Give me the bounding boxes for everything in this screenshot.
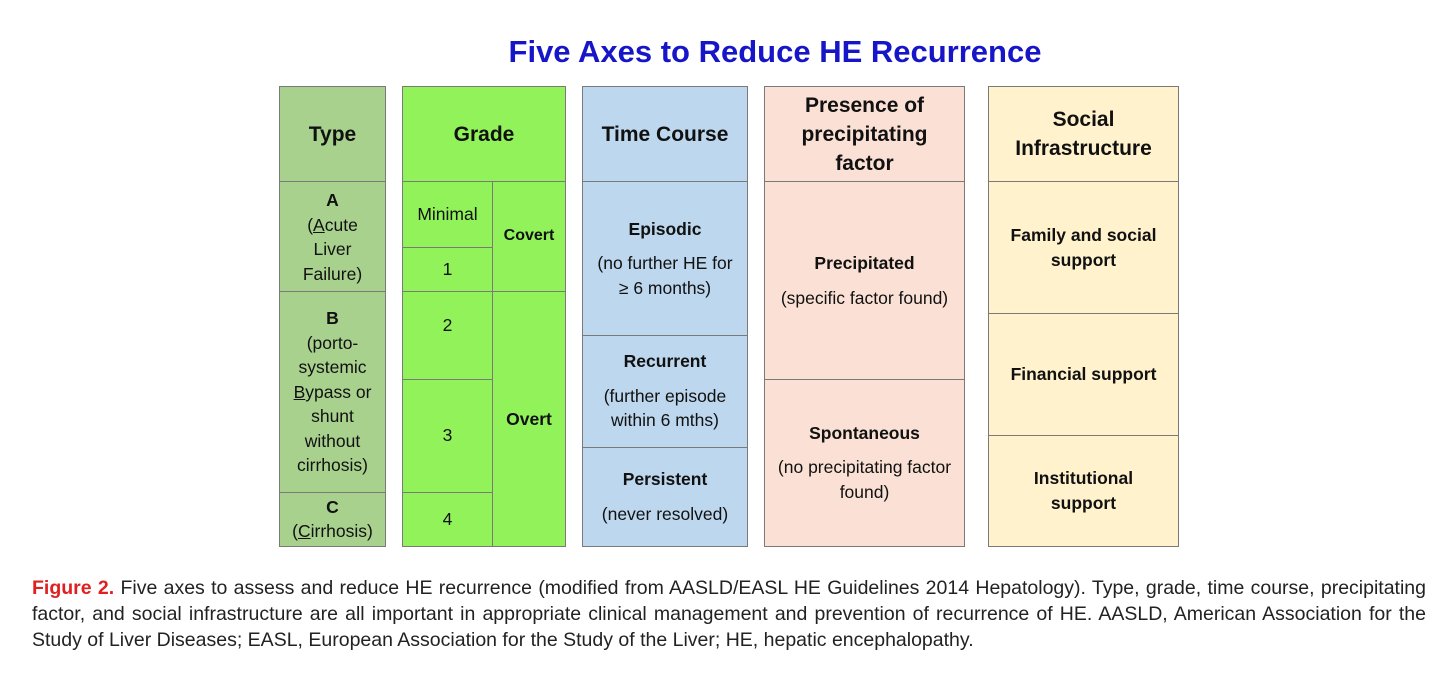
grade-1: 1 [442,258,453,279]
type-a-line1: (Acute [307,214,358,235]
time-recurrent-name: Recurrent [623,351,707,372]
grade-covert: Covert [503,227,555,245]
type-a-line3: Failure) [302,263,363,284]
spontaneous-name: Spontaneous [809,422,920,443]
grade-4: 4 [442,508,453,529]
grade-column [402,86,566,547]
type-a-letter: A [326,190,339,210]
figure-caption [32,575,1426,653]
precipitating-factor-column [764,86,965,547]
time-recurrent [591,335,739,447]
grade-header: Grade [403,87,565,182]
type-b-line1: (porto- [306,332,359,353]
type-a-cell [280,182,385,292]
social-financial: Financial support [1010,363,1157,384]
time-persistent [591,447,739,546]
social-header: Social Infrastructure [989,87,1178,182]
time-persistent-desc: (never resolved) [601,503,729,524]
diagram-title: Five Axes to Reduce HE Recurrence [508,34,1042,69]
precipitated-desc: (specific factor found) [780,287,949,308]
type-b-line5: without [304,430,361,451]
type-b-cell [280,292,385,492]
figure-label: Figure 2. [32,577,115,599]
grade-3: 3 [442,425,453,446]
time-episodic [591,182,739,335]
social-infrastructure-column [988,86,1179,547]
time-course-header: Time Course [583,87,747,182]
grade-2: 2 [442,314,453,335]
type-a-line2: Liver [313,239,352,259]
type-b-line6: cirrhosis) [297,455,368,476]
spontaneous-desc: (no precipitating factor found) [777,457,952,502]
grade-overt: Overt [506,408,552,429]
grade-minimal: Minimal [417,204,478,225]
time-persistent-name: Persistent [622,469,708,489]
precipitated-name: Precipitated [814,253,915,273]
social-family: Family and social support [1010,225,1157,270]
precipitating-header: Presence of precipitating factor [765,87,964,182]
type-b-line3: Bypass or [293,381,372,402]
type-b-line2: systemic [298,357,367,378]
spontaneous-cell [773,379,956,546]
figure-caption-text: Five axes to assess and reduce HE recurrence (modified from AASLD/EASL HE Guidelines 2014 Hepatology). Type, grade, time course, precipitating factor, and social infrastructure are all important in appropriate clinical management and prevention of recurrence of HE. AASLD, American Association for the Study of Liver Diseases; EASL, European Association for the Study of the Liver; HE, hepatic encephalopathy. [32,577,1426,651]
type-c-cell [280,492,385,546]
precipitated-cell [773,182,956,379]
type-b-line4: shunt [311,406,354,427]
type-header: Type [280,87,385,182]
time-episodic-name: Episodic [628,218,702,239]
type-column [279,86,386,547]
social-institutional: Institutional support [1033,468,1134,513]
time-recurrent-desc: (further episode within 6 mths) [603,385,727,431]
type-c-letter: C [326,496,339,517]
time-episodic-desc: (no further HE for ≥ 6 months) [597,253,733,298]
type-b-letter: B [326,308,339,329]
type-c-line1: (Cirrhosis) [292,521,373,541]
time-course-column [582,86,748,547]
